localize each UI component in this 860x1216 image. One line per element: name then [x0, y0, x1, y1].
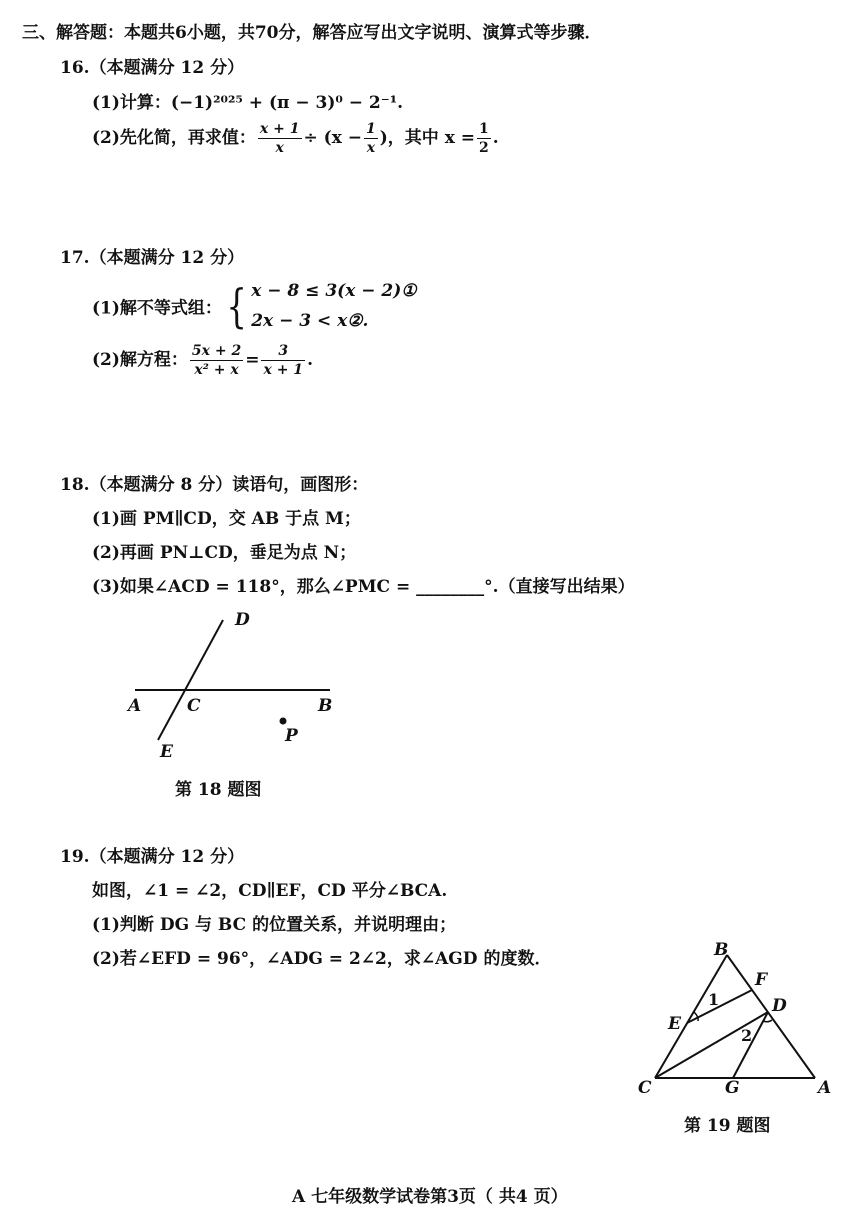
q17-inequality-system: [251, 276, 416, 336]
q16-frac3-numerator: 1: [479, 121, 489, 137]
label-p: P: [285, 726, 298, 746]
q17-fraction-2: [261, 344, 305, 377]
label-a: A: [818, 1078, 832, 1098]
point-p: [280, 718, 287, 725]
q16-part2-after: )，其中 x =: [379, 128, 476, 148]
q18-caption: 第 18 题图: [175, 780, 262, 800]
q17-fraction-1: [190, 344, 243, 377]
q17-frac2-denominator: x + 1: [263, 362, 304, 378]
q16-part2-prefix: (2)先化简，再求值：: [92, 128, 256, 148]
q19-stem: 如图，∠1 = ∠2，CD∥EF，CD 平分∠BCA.: [92, 881, 448, 901]
label-d: D: [772, 996, 787, 1016]
q16-frac3-denominator: 2: [479, 140, 489, 156]
q16-fraction-2: [364, 122, 378, 155]
q16-part2-end: .: [492, 128, 499, 148]
q19-part2: (2)若∠EFD = 96°，∠ADG = 2∠2，求∠AGD 的度数．: [92, 949, 552, 969]
q18-title: 18.（本题满分 8 分）读语句，画图形：: [60, 475, 369, 495]
q17-part2-prefix: (2)解方程：: [92, 350, 188, 370]
section-header: 三、解答题：本题共6小题，共70分，解答应写出文字说明、演算式等步骤．: [22, 23, 602, 43]
q17-part1: [92, 276, 417, 336]
q18-figure: [120, 605, 350, 765]
q16-part1: (1)计算：(−1)²⁰²⁵ + (π − 3)⁰ − 2⁻¹.: [92, 93, 404, 113]
q16-fraction-1: [258, 122, 302, 155]
q16-fraction-3: [477, 122, 491, 155]
q17-frac1-numerator: 5x + 2: [191, 343, 242, 359]
label-f: F: [755, 970, 768, 990]
q16-part2-mid: ÷ (x −: [303, 128, 363, 148]
label-d: D: [235, 610, 250, 630]
label-e: E: [160, 742, 173, 762]
page-footer: A 七年级数学试卷第3页（ 共4 页）: [292, 1187, 568, 1207]
label-c: C: [187, 696, 201, 716]
line-de: [158, 620, 223, 740]
q17-inequality-2: 2x − 3 < x②.: [251, 311, 369, 331]
q17-part1-prefix: (1)解不等式组：: [92, 298, 222, 319]
q18-part3: (3)如果∠ACD = 118°，那么∠PMC = ________°.（直接写出结果）: [92, 577, 635, 597]
q18-part1: (1)画 PM∥CD，交 AB 于点 M；: [92, 509, 361, 529]
q16-frac2-denominator: x: [366, 140, 376, 156]
q17-equals: =: [245, 350, 260, 370]
brace-symbol: {: [226, 279, 247, 333]
label-angle-1: 1: [708, 990, 720, 1009]
q19-title: 19.（本题满分 12 分）: [60, 847, 245, 867]
side-bc: [655, 955, 727, 1078]
q17-frac2-numerator: 3: [261, 344, 305, 361]
q17-title: 17.（本题满分 12 分）: [60, 248, 245, 268]
side-ab: [727, 955, 815, 1078]
q17-frac1-denominator: x² + x: [194, 362, 239, 378]
q19-figure: [630, 935, 845, 1105]
q16-frac1-numerator: x + 1: [259, 121, 300, 137]
q19-caption: 第 19 题图: [684, 1116, 771, 1136]
q17-part2: [92, 344, 313, 377]
q16-frac2-numerator: 1: [366, 121, 376, 137]
label-a: A: [128, 696, 142, 716]
q18-part2: (2)再画 PN⊥CD，垂足为点 N；: [92, 543, 357, 563]
q19-part1: (1)判断 DG 与 BC 的位置关系，并说明理由；: [92, 915, 457, 935]
label-b: B: [714, 940, 729, 960]
q16-part2: [92, 122, 499, 155]
label-c: C: [638, 1078, 652, 1098]
q16-frac1-denominator: x: [275, 140, 284, 156]
q17-part2-end: .: [307, 350, 313, 370]
q16-title: 16.（本题满分 12 分）: [60, 58, 245, 78]
label-g: G: [725, 1078, 740, 1098]
label-e: E: [668, 1014, 681, 1034]
q17-inequality-1: x − 8 ≤ 3(x − 2)①: [251, 281, 417, 301]
label-b: B: [318, 696, 333, 716]
label-angle-2: 2: [741, 1026, 753, 1045]
